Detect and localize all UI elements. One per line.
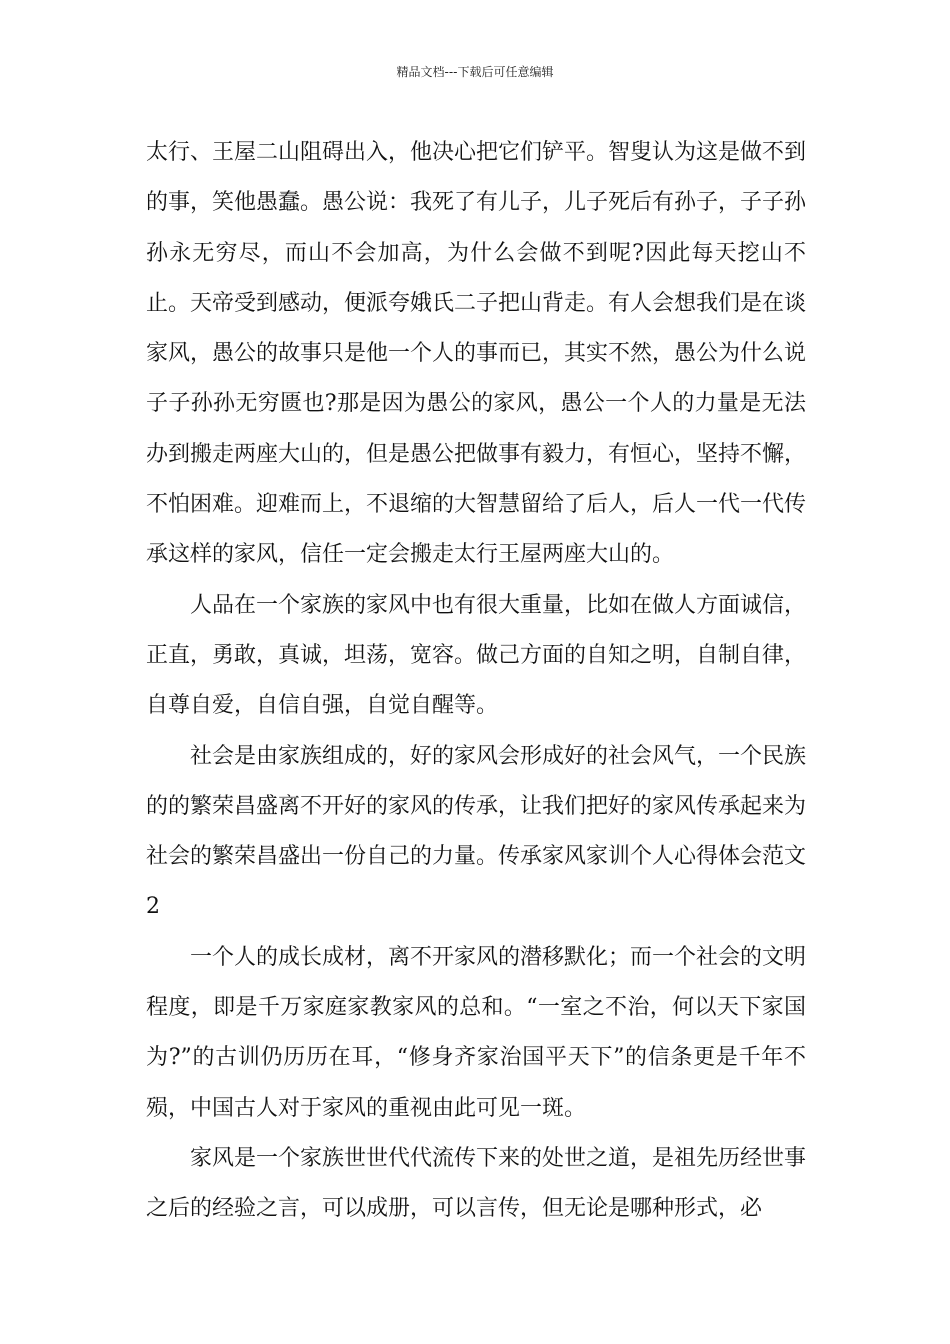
page-header: 精品文档---下载后可任意编辑 <box>396 65 554 79</box>
document-body <box>146 128 806 1235</box>
paragraph-2: 人品在一个家族的家风中也有很大重量，比如在做人方面诚信，正直，勇敢，真诚，坦荡，宽容。做己方面的自知之明，自制自律，自尊自爱，自信自强，自觉自醒等。 <box>146 592 807 719</box>
paragraph-5: 家风是一个家族世世代代流传下来的处世之道，是祖先历经世事之后的经验之言，可以成册，可以言传，但无论是哪种形式，必 <box>146 1145 807 1222</box>
paragraph-4: 一个人的成长成材，离不开家风的潜移默化；而一个社会的文明程度，即是千万家庭家教家风的总和。“一室之不治，何以天下家国为?”的古训仍历历在耳，“修身齐家治国平天下”的信条更是千年不殒，中国古人对于家风的重视由此可见一斑。 <box>146 944 807 1121</box>
paragraph-3: 社会是由家族组成的，好的家风会形成好的社会风气，一个民族的的繁荣昌盛离不开好的家风的传承，让我们把好的家风传承起来为社会的繁荣昌盛出一份自己的力量。传承家风家训个人心得体会范文2 <box>146 743 807 920</box>
paragraph-1: 太行、王屋二山阻碍出入，他决心把它们铲平。智叟认为这是做不到的事，笑他愚蠢。愚公说：我死了有儿子，儿子死后有孙子，子子孙孙永无穷尽，而山不会加高，为什么会做不到呢?因此每天挖山不止。天帝受到感动，便派夸娥氏二子把山背走。有人会想我们是在谈家风，愚公的故事只是他一个人的事而已，其实不然，愚公为什么说子子孙孙无穷匮也?那是因为愚公的家风，愚公一个人的力量是无法办到搬走两座大山的，但是愚公把做事有毅力，有恒心，坚持不懈，不怕困难。迎难而上，不退缩的大智慧留给了后人，后人一代一代传承这样的家风，信任一定会搬走太行王屋两座大山的。 <box>146 140 807 568</box>
